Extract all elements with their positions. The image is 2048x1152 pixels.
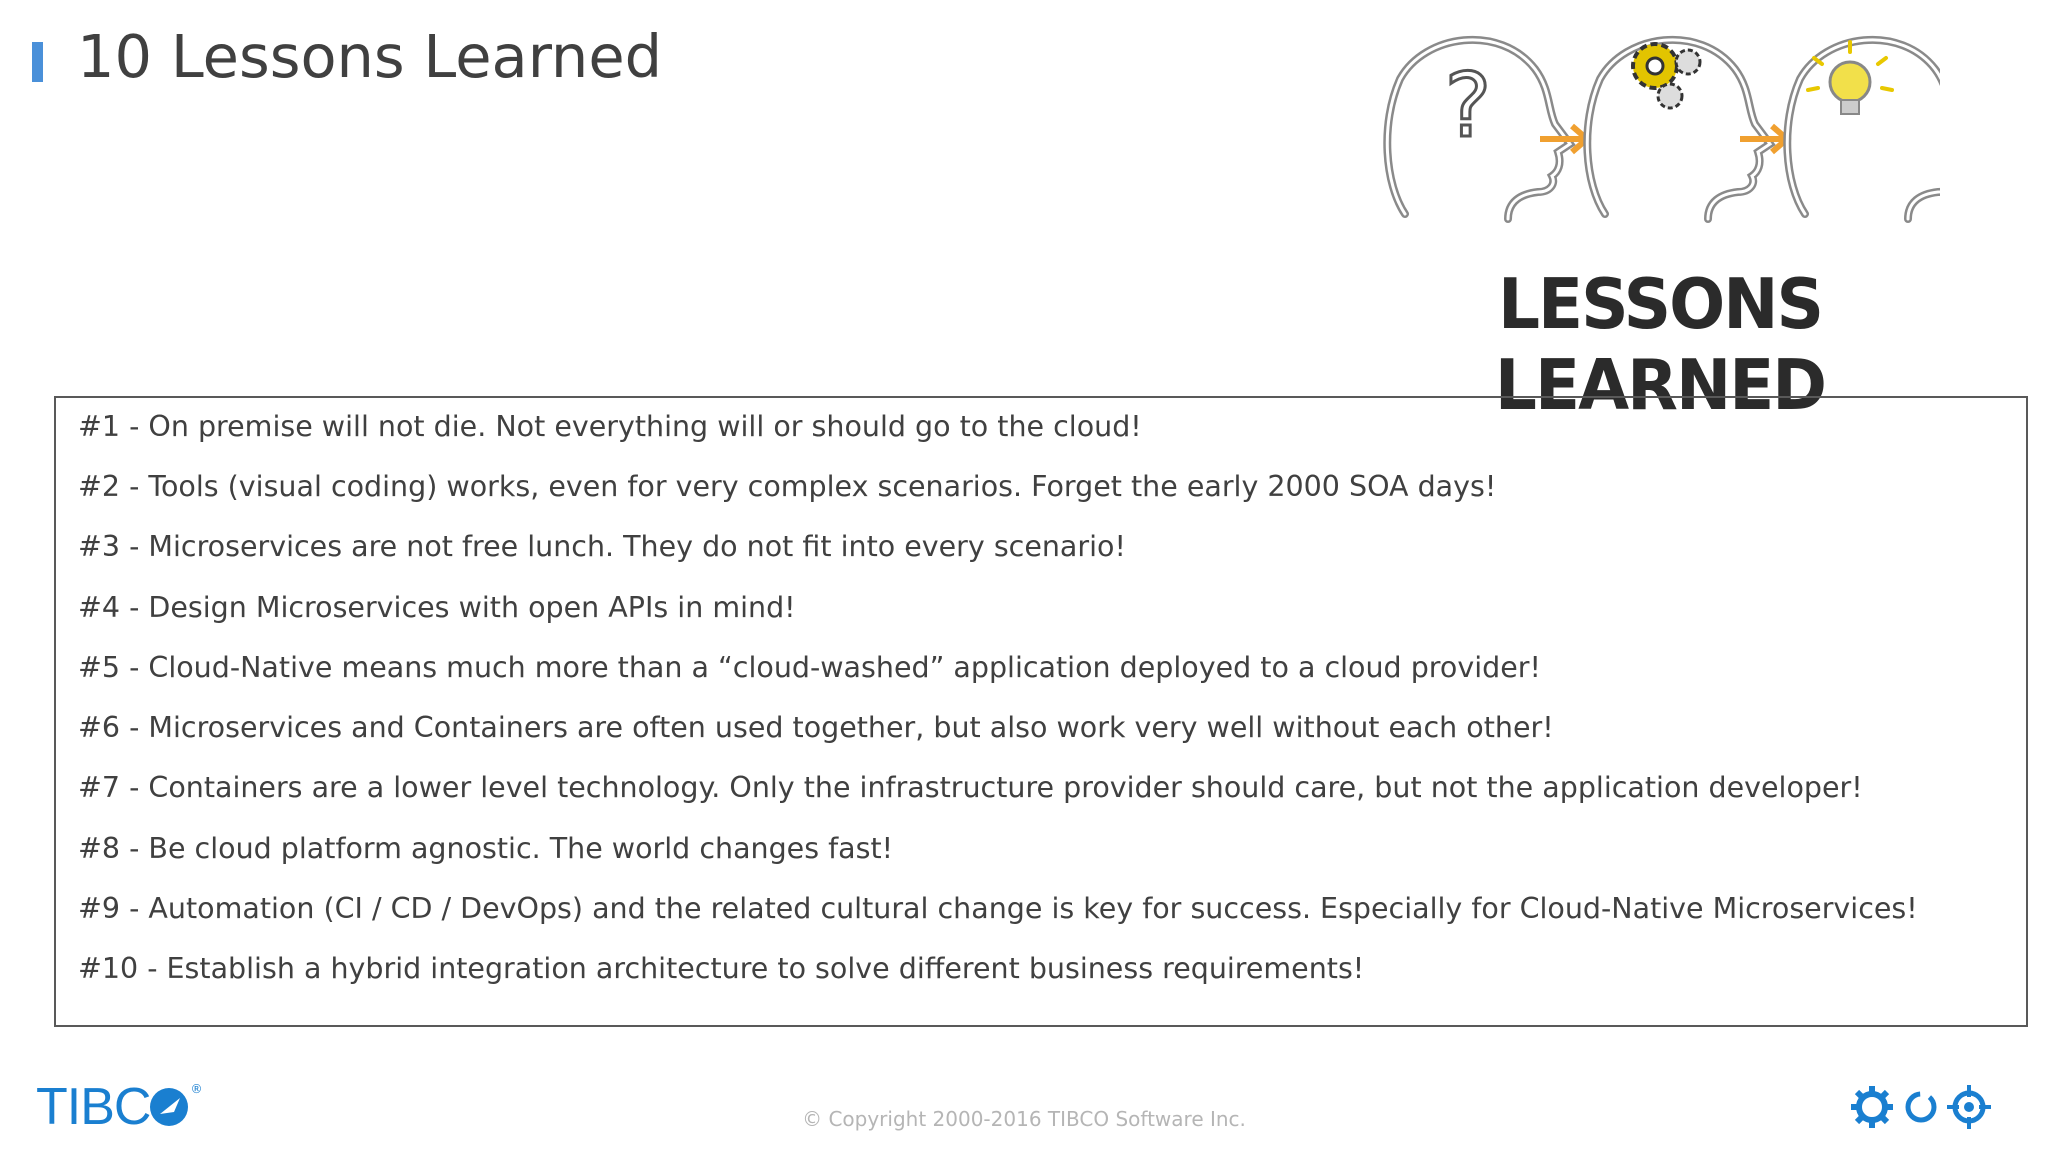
lesson-item-5: #5 - Cloud-Native means much more than a “cloud-washed” application deployed to a cloud provider! [78,651,1541,684]
footer-icons [1850,1082,2025,1132]
registered-mark: ® [190,1082,203,1096]
slide-title: 10 Lessons Learned [77,22,663,91]
logo-text: TIBC [36,1078,151,1136]
lesson-item-9: #9 - Automation (CI / CD / DevOps) and the related cultural change is key for success. Especially for Cloud-Native Microservices! [78,892,1918,925]
lesson-item-3: #3 - Microservices are not free lunch. They do not fit into every scenario! [78,530,1126,563]
gear-icon [1851,1086,1893,1128]
lesson-item-4: #4 - Design Microservices with open APIs in mind! [78,591,796,624]
lightbulb-head-icon [1787,40,1940,219]
lesson-item-7: #7 - Containers are a lower level technology. Only the infrastructure provider should care, but not the application developer! [78,771,1863,804]
lessons-learned-caption: LESSONS LEARNED [1494,264,1826,426]
copyright-text: © Copyright 2000-2016 TIBCO Software Inc. [802,1107,1246,1131]
title-accent-bar [32,42,43,82]
lessons-list [54,396,2028,1027]
crosshair-icon [1947,1085,1991,1129]
lesson-item-2: #2 - Tools (visual coding) works, even for very complex scenarios. Forget the early 2000 SOA days! [78,470,1497,503]
lesson-item-1: #1 - On premise will not die. Not everything will or should go to the cloud! [78,410,1142,443]
question-head-icon [1387,40,1570,219]
circle-icon [1908,1094,1934,1120]
lesson-item-6: #6 - Microservices and Containers are often used together, but also work very well without each other! [78,711,1554,744]
lesson-item-8: #8 - Be cloud platform agnostic. The world changes fast! [78,832,894,865]
lesson-item-10: #10 - Establish a hybrid integration architecture to solve different business requirements! [78,952,1365,985]
svg-text:?: ? [1444,54,1492,157]
gears-head-icon [1587,40,1770,219]
